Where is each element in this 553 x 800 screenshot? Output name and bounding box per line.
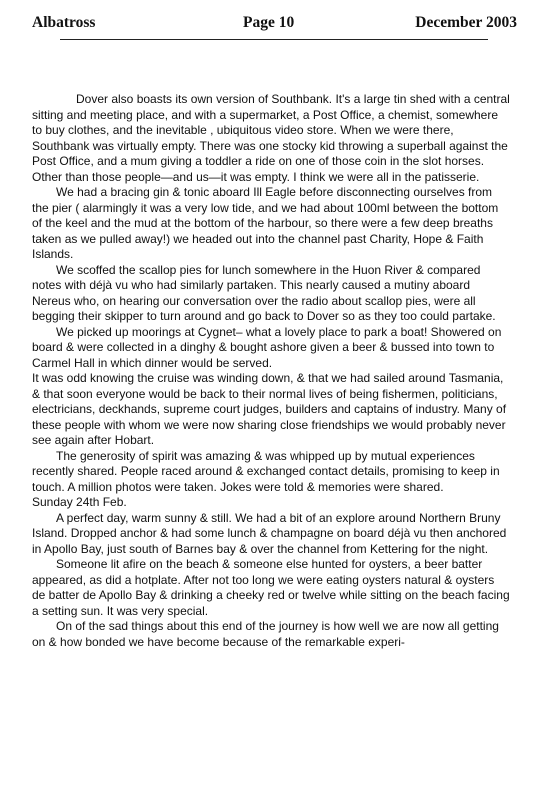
article-body (32, 92, 510, 650)
date-heading: Sunday 24th Feb. (32, 495, 127, 509)
paragraph-journey-end: On of the sad things about this end of the journey is how well we are now all getting on & how bonded we have become because of the remarkable experi- (32, 619, 499, 649)
paragraph-beach-oysters: Someone lit afire on the beach & someone else hunted for oysters, a beer batter appeared, as did a hotplate. After not too long we were eating oysters natural & oysters de batter de Apollo Bay & drinking a cheeky red or twelve while sitting on the beach facing a setting sun. It was very special. (32, 557, 510, 618)
publication-title: Albatross (32, 14, 96, 31)
paragraph-bruny-island: A perfect day, warm sunny & still. We had a bit of an explore around Northern Bruny Island. Dropped anchor & had some lunch & champagne on board déjà vu then anchored in Apollo Bay, just south of Barnes bay & over the channel from Kettering for the night. (32, 510, 507, 556)
paragraph-generosity: The generosity of spirit was amazing & was whipped up by mutual experiences recently shared. People raced around & exchanged contact details, promising to keep in touch. A million photos were taken. Jokes were told & memories were shared. (32, 448, 500, 494)
paragraph-cygnet: We picked up moorings at Cygnet– what a lovely place to park a boat! Showered on board & were collected in a dinghy & bought ashore given a beer & bussed into town to Carmel Hall in which dinner would be served. (32, 324, 502, 370)
page-header (32, 14, 517, 36)
paragraph-cruise-winding-down: It was odd knowing the cruise was winding down, & that we had sailed around Tasmania, & that soon everyone would be back to their normal lives of being fishermen, politicians, electricians, deckhands, supreme court judges, builders and captains of industry. Many of these people with whom we were now sharing close friendships we would probably never see again after Hobart. (32, 371, 507, 447)
paragraph-gin-tonic: We had a bracing gin & tonic aboard Ill Eagle before disconnecting ourselves from the pier ( alarmingly it was a very low tide, and we had about 100ml between the bottom of the keel and the mud at the bottom of the harbour, so there were a few deep breaths taken as we pulled away!) we headed out into the channel past Charity, Hope & Faith Islands. (32, 185, 499, 261)
paragraph-scallop-pies: We scoffed the scallop pies for lunch somewhere in the Huon River & compared notes with déjà vu who had similarly partaken. This nearly caused a mutiny aboard Nereus who, on hearing our conversation over the radio about scallop pies, were all begging their skipper to turn around and go back to Dover so as they too could partake. (32, 262, 496, 323)
issue-date: December 2003 (415, 14, 517, 31)
header-rule (60, 39, 488, 40)
page-number: Page 10 (243, 14, 295, 31)
paragraph-dover-southbank: Dover also boasts its own version of Southbank. It's a large tin shed with a central sitting and meeting place, and with a supermarket, a Post Office, a chemist, somewhere to buy clothes, and the inevitable , ubiquitous video store. When we were there, Southbank was virtually empty. There was one stocky kid throwing a superball against the Post Office, and a mum giving a toddler a ride on one of those coin in the slot horses. Other than those people—and us—it was empty. I think we were all in the patisserie. (32, 92, 510, 184)
